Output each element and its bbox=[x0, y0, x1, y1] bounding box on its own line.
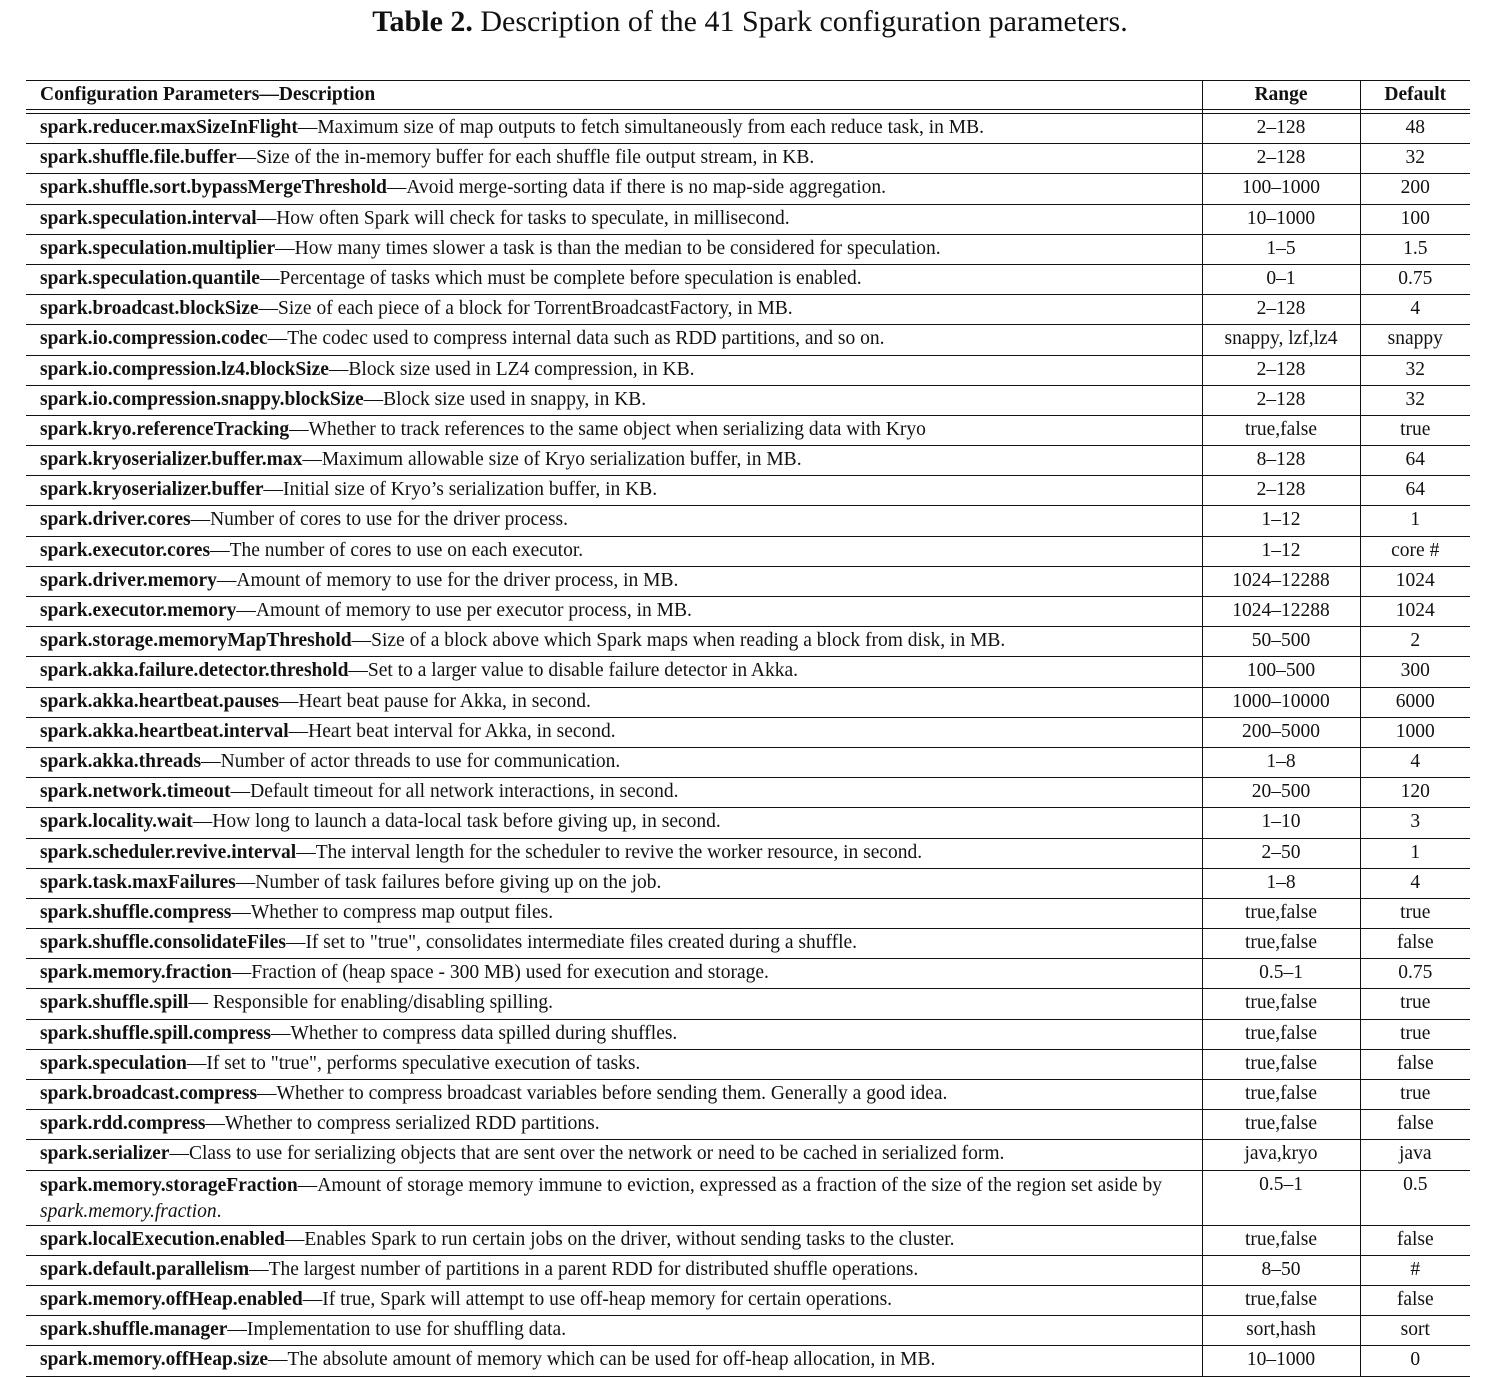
table-row bbox=[26, 1170, 1470, 1225]
table-caption bbox=[0, 2, 1500, 42]
parameter-description-cell bbox=[26, 747, 1202, 777]
parameter-description-cell bbox=[26, 1170, 1202, 1225]
parameter-description-cell bbox=[26, 204, 1202, 234]
parameter-default: 2 bbox=[1360, 627, 1470, 657]
parameter-default: true bbox=[1360, 1019, 1470, 1049]
table-row bbox=[26, 144, 1470, 174]
parameter-description: —Initial size of Kryo’s serialization buffer, in KB. bbox=[263, 479, 658, 501]
table-row bbox=[26, 415, 1470, 445]
parameter-description: —Heart beat pause for Akka, in second. bbox=[278, 690, 591, 712]
parameter-name: spark.akka.heartbeat.interval bbox=[40, 720, 289, 742]
parameter-default: 0.75 bbox=[1360, 264, 1470, 294]
parameter-default: 1000 bbox=[1360, 717, 1470, 747]
table-row bbox=[26, 808, 1470, 838]
table-row bbox=[26, 325, 1470, 355]
parameter-description: —Set to a larger value to disable failure detector in Akka. bbox=[348, 660, 799, 682]
parameter-description-cell bbox=[26, 687, 1202, 717]
parameter-description: —Number of cores to use for the driver process. bbox=[190, 509, 569, 531]
parameter-default: 0 bbox=[1360, 1346, 1470, 1376]
parameter-default: java bbox=[1360, 1140, 1470, 1170]
parameter-range: 2–128 bbox=[1202, 355, 1360, 385]
parameter-default: # bbox=[1360, 1255, 1470, 1285]
parameter-name: spark.shuffle.manager bbox=[40, 1319, 228, 1341]
parameter-default: false bbox=[1360, 1285, 1470, 1315]
parameter-description: —Class to use for serializing objects that are sent over the network or need to be cached in serialized form. bbox=[169, 1143, 1005, 1165]
parameter-name: spark.localExecution.enabled bbox=[40, 1228, 285, 1250]
parameter-range: snappy, lzf,lz4 bbox=[1202, 325, 1360, 355]
parameter-name: spark.memory.storageFraction bbox=[40, 1174, 298, 1196]
parameter-range: true,false bbox=[1202, 1049, 1360, 1079]
parameter-default: 3 bbox=[1360, 808, 1470, 838]
table-row bbox=[26, 174, 1470, 204]
parameter-name: spark.rdd.compress bbox=[40, 1113, 206, 1135]
parameter-range: 1024–12288 bbox=[1202, 597, 1360, 627]
parameter-default: 1024 bbox=[1360, 566, 1470, 596]
parameter-description-cell bbox=[26, 385, 1202, 415]
parameter-range: true,false bbox=[1202, 1225, 1360, 1255]
parameter-description-cell bbox=[26, 234, 1202, 264]
parameter-description-cell bbox=[26, 295, 1202, 325]
table-row bbox=[26, 1346, 1470, 1376]
parameter-description-cell bbox=[26, 778, 1202, 808]
parameter-description-cell bbox=[26, 627, 1202, 657]
parameter-default: 64 bbox=[1360, 446, 1470, 476]
parameter-name: spark.akka.failure.detector.threshold bbox=[40, 660, 349, 682]
parameter-description-cell bbox=[26, 415, 1202, 445]
parameter-name: spark.memory.offHeap.size bbox=[40, 1349, 269, 1371]
table-row bbox=[26, 989, 1470, 1019]
table-row bbox=[26, 476, 1470, 506]
parameter-description: —If set to "true", consolidates intermediate files created during a shuffle. bbox=[285, 932, 858, 954]
parameter-range: 0.5–1 bbox=[1202, 1170, 1360, 1225]
parameter-range: 2–128 bbox=[1202, 385, 1360, 415]
parameter-description: —Size of the in-memory buffer for each shuffle file output stream, in KB. bbox=[236, 147, 815, 169]
parameter-description-cell bbox=[26, 1346, 1202, 1376]
table-row bbox=[26, 597, 1470, 627]
table-row bbox=[26, 657, 1470, 687]
parameter-default: 200 bbox=[1360, 174, 1470, 204]
parameter-default: true bbox=[1360, 415, 1470, 445]
parameter-default: false bbox=[1360, 1049, 1470, 1079]
parameter-range: 1–8 bbox=[1202, 868, 1360, 898]
parameter-range: 200–5000 bbox=[1202, 717, 1360, 747]
parameter-name: spark.locality.wait bbox=[40, 811, 193, 833]
table-row bbox=[26, 1316, 1470, 1346]
parameter-description: —Size of each piece of a block for TorrentBroadcastFactory, in MB. bbox=[258, 298, 793, 320]
table-row bbox=[26, 536, 1470, 566]
table-row bbox=[26, 204, 1470, 234]
parameter-default: true bbox=[1360, 989, 1470, 1019]
parameter-range: 1000–10000 bbox=[1202, 687, 1360, 717]
parameter-description: —Implementation to use for shuffling data. bbox=[227, 1319, 567, 1341]
parameter-description-cell bbox=[26, 536, 1202, 566]
parameter-description-cell bbox=[26, 808, 1202, 838]
parameter-description: —How many times slower a task is than the median to be considered for speculation. bbox=[275, 237, 941, 259]
parameter-description-cell bbox=[26, 1140, 1202, 1170]
parameter-description-cell bbox=[26, 506, 1202, 536]
parameter-range: 100–1000 bbox=[1202, 174, 1360, 204]
parameter-range: true,false bbox=[1202, 1285, 1360, 1315]
parameter-description: —Amount of storage memory immune to eviction, expressed as a fraction of the size of the region set aside by bbox=[297, 1174, 1163, 1196]
parameter-name: spark.task.maxFailures bbox=[40, 871, 236, 893]
table-row bbox=[26, 717, 1470, 747]
parameter-description-cell bbox=[26, 114, 1202, 144]
parameter-description-cell bbox=[26, 144, 1202, 174]
parameter-description: —Maximum allowable size of Kryo serialization buffer, in MB. bbox=[302, 449, 802, 471]
parameter-description-cell bbox=[26, 838, 1202, 868]
table-row bbox=[26, 446, 1470, 476]
table-row bbox=[26, 1225, 1470, 1255]
parameter-range: true,false bbox=[1202, 989, 1360, 1019]
parameter-name: spark.storage.memoryMapThreshold bbox=[40, 630, 352, 652]
parameter-description: —Whether to compress serialized RDD partitions. bbox=[205, 1113, 600, 1135]
parameter-description: —The number of cores to use on each executor. bbox=[210, 539, 584, 561]
parameter-default: 64 bbox=[1360, 476, 1470, 506]
parameter-description: —How often Spark will check for tasks to speculate, in millisecond. bbox=[256, 207, 790, 229]
parameter-default: true bbox=[1360, 898, 1470, 928]
parameter-name: spark.speculation.quantile bbox=[40, 267, 260, 289]
parameter-name: spark.executor.cores bbox=[40, 539, 211, 561]
parameter-default: 0.75 bbox=[1360, 959, 1470, 989]
parameter-range: 10–1000 bbox=[1202, 204, 1360, 234]
table-row bbox=[26, 1285, 1470, 1315]
parameter-range: 1024–12288 bbox=[1202, 566, 1360, 596]
parameter-description: — Responsible for enabling/disabling spilling. bbox=[188, 992, 553, 1014]
parameter-default: 1 bbox=[1360, 506, 1470, 536]
parameter-description-cell bbox=[26, 989, 1202, 1019]
parameter-name: spark.memory.fraction bbox=[40, 962, 232, 984]
parameter-default: core # bbox=[1360, 536, 1470, 566]
parameter-range: 2–128 bbox=[1202, 114, 1360, 144]
parameter-name: spark.shuffle.file.buffer bbox=[40, 147, 237, 169]
parameter-description: —Whether to compress data spilled during shuffles. bbox=[270, 1022, 678, 1044]
parameter-description: —Default timeout for all network interactions, in second. bbox=[230, 781, 679, 803]
header-range: Range bbox=[1202, 81, 1360, 110]
table-row bbox=[26, 566, 1470, 596]
table-row bbox=[26, 264, 1470, 294]
parameter-default: 4 bbox=[1360, 868, 1470, 898]
parameter-default: false bbox=[1360, 1110, 1470, 1140]
parameter-description-cell bbox=[26, 959, 1202, 989]
parameter-name: spark.speculation.interval bbox=[40, 207, 257, 229]
parameter-default: 120 bbox=[1360, 778, 1470, 808]
caption-label: Table 2. bbox=[372, 5, 473, 38]
caption-text: Description of the 41 Spark configuration parameters. bbox=[480, 5, 1128, 38]
parameter-description-cell bbox=[26, 1019, 1202, 1049]
table-body bbox=[26, 110, 1470, 1377]
parameter-description: —Block size used in snappy, in KB. bbox=[363, 388, 647, 410]
parameter-description: —Number of actor threads to use for communication. bbox=[201, 750, 621, 772]
table-row bbox=[26, 959, 1470, 989]
parameter-description: —Heart beat interval for Akka, in second. bbox=[288, 720, 616, 742]
parameter-name: spark.shuffle.consolidateFiles bbox=[40, 932, 286, 954]
parameter-description-cell bbox=[26, 1316, 1202, 1346]
parameter-description-cell bbox=[26, 446, 1202, 476]
parameter-range: 50–500 bbox=[1202, 627, 1360, 657]
config-parameters-table bbox=[26, 80, 1470, 1377]
parameter-description: —If set to "true", performs speculative execution of tasks. bbox=[186, 1052, 641, 1074]
parameter-default: 4 bbox=[1360, 747, 1470, 777]
parameter-description-cell bbox=[26, 717, 1202, 747]
parameter-range: 1–10 bbox=[1202, 808, 1360, 838]
parameter-default: 32 bbox=[1360, 385, 1470, 415]
table-row bbox=[26, 868, 1470, 898]
parameter-description-cell bbox=[26, 1225, 1202, 1255]
table-row bbox=[26, 295, 1470, 325]
table-row bbox=[26, 1019, 1470, 1049]
parameter-description: —How long to launch a data-local task before giving up, in second. bbox=[192, 811, 721, 833]
parameter-range: true,false bbox=[1202, 898, 1360, 928]
parameter-range: true,false bbox=[1202, 415, 1360, 445]
parameter-name: spark.default.parallelism bbox=[40, 1258, 250, 1280]
table-row bbox=[26, 114, 1470, 144]
parameter-name: spark.shuffle.spill.compress bbox=[40, 1022, 271, 1044]
parameter-range: 8–50 bbox=[1202, 1255, 1360, 1285]
parameter-range: 1–12 bbox=[1202, 536, 1360, 566]
parameter-description: —Avoid merge-sorting data if there is no map-side aggregation. bbox=[386, 177, 886, 199]
table-row bbox=[26, 355, 1470, 385]
parameter-default: false bbox=[1360, 929, 1470, 959]
parameter-description: —The interval length for the scheduler to revive the worker resource, in second. bbox=[296, 841, 923, 863]
table-row bbox=[26, 838, 1470, 868]
parameter-description-cell bbox=[26, 1049, 1202, 1079]
parameter-default: snappy bbox=[1360, 325, 1470, 355]
parameter-description: —The codec used to compress internal data such as RDD partitions, and so on. bbox=[267, 328, 885, 350]
parameter-name: spark.kryo.referenceTracking bbox=[40, 418, 290, 440]
parameter-description-cell bbox=[26, 566, 1202, 596]
parameter-range: 1–8 bbox=[1202, 747, 1360, 777]
parameter-range: 10–1000 bbox=[1202, 1346, 1360, 1376]
parameter-default: true bbox=[1360, 1080, 1470, 1110]
parameter-name: spark.reducer.maxSizeInFlight bbox=[40, 117, 298, 138]
parameter-default: 32 bbox=[1360, 144, 1470, 174]
parameter-name: spark.shuffle.spill bbox=[40, 992, 189, 1014]
parameter-description: —Maximum size of map outputs to fetch simultaneously from each reduce task, in MB. bbox=[297, 117, 984, 138]
parameter-range: sort,hash bbox=[1202, 1316, 1360, 1346]
parameter-range: true,false bbox=[1202, 1080, 1360, 1110]
parameter-range: true,false bbox=[1202, 929, 1360, 959]
parameter-range: 2–128 bbox=[1202, 476, 1360, 506]
parameter-name: spark.scheduler.revive.interval bbox=[40, 841, 297, 863]
table-row bbox=[26, 687, 1470, 717]
parameter-description-cell bbox=[26, 898, 1202, 928]
parameter-name: spark.io.compression.snappy.blockSize bbox=[40, 388, 364, 410]
table-row bbox=[26, 234, 1470, 264]
parameter-description: —If true, Spark will attempt to use off-heap memory for certain operations. bbox=[302, 1288, 893, 1310]
parameter-description: —Block size used in LZ4 compression, in KB. bbox=[328, 358, 695, 380]
parameter-default: 4 bbox=[1360, 295, 1470, 325]
parameter-description-cell bbox=[26, 1255, 1202, 1285]
parameter-range: 1–5 bbox=[1202, 234, 1360, 264]
parameter-description-cell bbox=[26, 1110, 1202, 1140]
parameter-default: 300 bbox=[1360, 657, 1470, 687]
parameter-name: spark.driver.cores bbox=[40, 509, 191, 531]
parameter-name: spark.broadcast.compress bbox=[40, 1083, 258, 1104]
header-default: Default bbox=[1360, 81, 1470, 110]
parameter-name: spark.memory.offHeap.enabled bbox=[40, 1288, 303, 1310]
table-row bbox=[26, 1255, 1470, 1285]
parameter-range: 2–50 bbox=[1202, 838, 1360, 868]
parameter-default: 1024 bbox=[1360, 597, 1470, 627]
parameter-description-cell bbox=[26, 868, 1202, 898]
parameter-reference: spark.memory.fraction bbox=[40, 1200, 217, 1222]
parameter-default: 1.5 bbox=[1360, 234, 1470, 264]
parameter-name: spark.kryoserializer.buffer bbox=[40, 479, 264, 501]
header-description: Configuration Parameters—Description bbox=[26, 81, 1202, 110]
parameter-default: 6000 bbox=[1360, 687, 1470, 717]
parameter-default: 100 bbox=[1360, 204, 1470, 234]
parameter-range: 2–128 bbox=[1202, 144, 1360, 174]
parameter-name: spark.executor.memory bbox=[40, 600, 237, 621]
parameter-description-cell bbox=[26, 476, 1202, 506]
table-row bbox=[26, 385, 1470, 415]
parameter-description: —Percentage of tasks which must be complete before speculation is enabled. bbox=[259, 267, 862, 289]
parameter-range: 100–500 bbox=[1202, 657, 1360, 687]
parameter-description: —The absolute amount of memory which can be used for off-heap allocation, in MB. bbox=[268, 1349, 936, 1371]
table-row bbox=[26, 1080, 1470, 1110]
parameter-description: —Size of a block above which Spark maps when reading a block from disk, in MB. bbox=[351, 630, 1006, 652]
table-header-row bbox=[26, 81, 1470, 110]
parameter-range: 1–12 bbox=[1202, 506, 1360, 536]
parameter-range: 0.5–1 bbox=[1202, 959, 1360, 989]
parameter-name: spark.akka.threads bbox=[40, 750, 202, 772]
parameter-default: 1 bbox=[1360, 838, 1470, 868]
parameter-name: spark.serializer bbox=[40, 1143, 170, 1165]
table-row bbox=[26, 778, 1470, 808]
parameter-description: —Enables Spark to run certain jobs on the driver, without sending tasks to the cluster. bbox=[284, 1228, 955, 1250]
table-row bbox=[26, 1140, 1470, 1170]
parameter-name: spark.akka.heartbeat.pauses bbox=[40, 690, 279, 712]
parameter-description-cell bbox=[26, 657, 1202, 687]
parameter-range: true,false bbox=[1202, 1110, 1360, 1140]
parameter-range: true,false bbox=[1202, 1019, 1360, 1049]
parameter-description-cell bbox=[26, 929, 1202, 959]
parameter-name: spark.speculation bbox=[40, 1052, 187, 1074]
parameter-range: java,kryo bbox=[1202, 1140, 1360, 1170]
parameter-description: —Number of task failures before giving up on the job. bbox=[235, 871, 662, 893]
parameter-description-cell bbox=[26, 355, 1202, 385]
parameter-description: —Amount of memory to use for the driver process, in MB. bbox=[216, 569, 679, 591]
parameter-range: 8–128 bbox=[1202, 446, 1360, 476]
parameter-description-cell bbox=[26, 1080, 1202, 1110]
table-row bbox=[26, 929, 1470, 959]
table-row bbox=[26, 627, 1470, 657]
parameter-name: spark.shuffle.compress bbox=[40, 901, 232, 923]
parameter-default: 48 bbox=[1360, 114, 1470, 144]
parameter-name: spark.io.compression.codec bbox=[40, 328, 268, 350]
parameter-description-cell bbox=[26, 597, 1202, 627]
table-row bbox=[26, 1110, 1470, 1140]
parameter-name: spark.driver.memory bbox=[40, 569, 217, 591]
table-row bbox=[26, 1049, 1470, 1079]
table-row bbox=[26, 506, 1470, 536]
parameter-name: spark.io.compression.lz4.blockSize bbox=[40, 358, 329, 380]
parameter-description: —Whether to track references to the same object when serializing data with Kryo bbox=[289, 418, 926, 440]
parameter-description-cell bbox=[26, 264, 1202, 294]
parameter-range: 2–128 bbox=[1202, 295, 1360, 325]
parameter-description: —Whether to compress broadcast variables before sending them. Generally a good idea. bbox=[257, 1083, 948, 1104]
parameter-description-cell bbox=[26, 325, 1202, 355]
parameter-description: —Whether to compress map output files. bbox=[231, 901, 554, 923]
parameter-description: —Fraction of (heap space - 300 MB) used for execution and storage. bbox=[231, 962, 769, 984]
parameter-description: —The largest number of partitions in a parent RDD for distributed shuffle operations. bbox=[249, 1258, 919, 1280]
table-row bbox=[26, 747, 1470, 777]
parameter-description-cell bbox=[26, 174, 1202, 204]
parameter-description-tail: . bbox=[216, 1200, 222, 1222]
parameter-default: false bbox=[1360, 1225, 1470, 1255]
parameter-default: 32 bbox=[1360, 355, 1470, 385]
parameter-default: 0.5 bbox=[1360, 1170, 1470, 1225]
parameter-name: spark.speculation.multiplier bbox=[40, 237, 276, 259]
parameter-name: spark.shuffle.sort.bypassMergeThreshold bbox=[40, 177, 387, 199]
parameter-name: spark.network.timeout bbox=[40, 781, 231, 803]
parameter-name: spark.kryoserializer.buffer.max bbox=[40, 449, 303, 471]
parameter-range: 0–1 bbox=[1202, 264, 1360, 294]
parameter-description-cell bbox=[26, 1285, 1202, 1315]
parameter-range: 20–500 bbox=[1202, 778, 1360, 808]
parameter-default: sort bbox=[1360, 1316, 1470, 1346]
parameter-description: —Amount of memory to use per executor process, in MB. bbox=[236, 600, 692, 621]
parameter-name: spark.broadcast.blockSize bbox=[40, 298, 259, 320]
table-row bbox=[26, 898, 1470, 928]
